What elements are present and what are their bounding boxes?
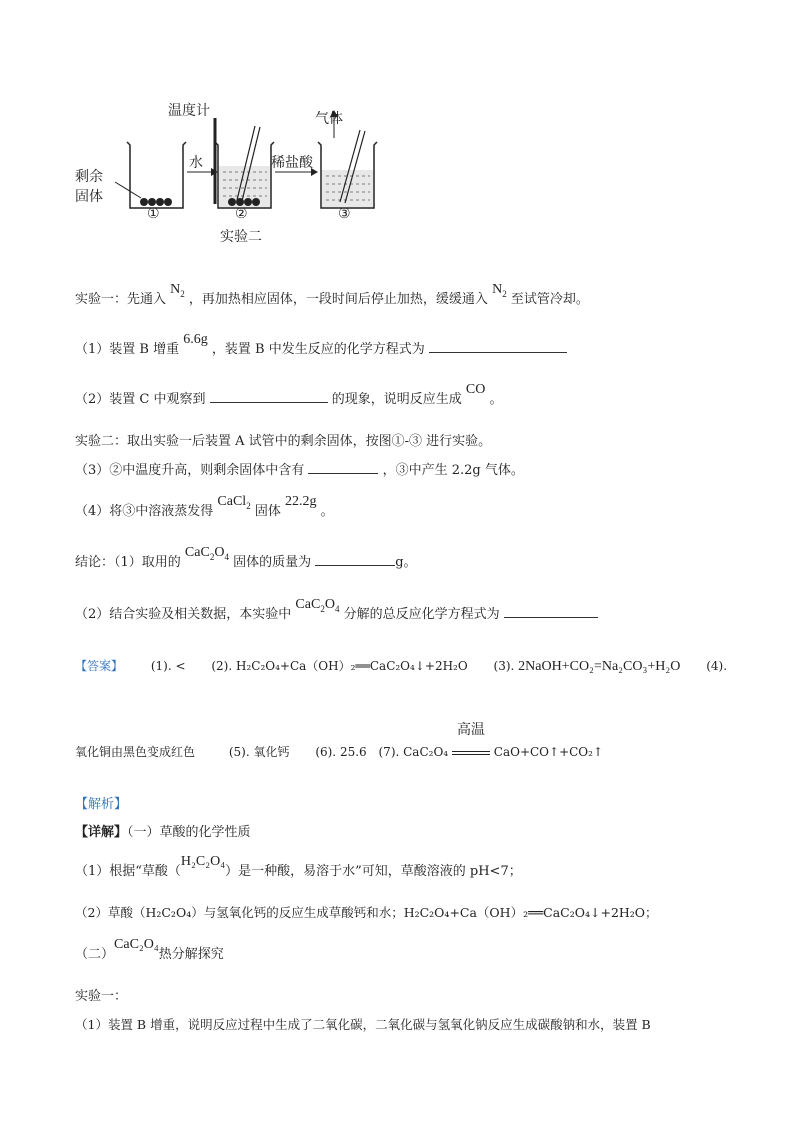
analysis-tag: 【解析】 [75,797,128,812]
conclusion1-text: 结论：（1）取用的 [75,555,181,570]
water-label: 水 [189,155,203,171]
answer-line-2 [75,722,760,762]
exp2-line: 实验二：取出实验一后装置 A 试管中的剩余固体，按图①-③ 进行实验。 [75,434,492,449]
analysis-p1 [75,854,760,882]
conclusion1-text-b: 固体的质量为 [233,555,312,570]
answer-3-label: (3). [493,659,515,673]
q2-line [75,382,760,410]
thermometer-label: 温度计 [168,103,210,119]
step-1-label: ① [147,206,160,222]
analysis-p5: （1）装置 B 增重，说明反应过程中生成了二氧化碳，二氧化碳与氢氧化钠反应生成碳酸钠和水，装置 B [75,1017,651,1032]
exp1-prefix: 实验一：先通入 [75,292,167,307]
detail-text: （一）草酸的化学性质 [127,825,251,840]
exp1-line [75,282,760,314]
high-temp-label: 高温 [456,722,485,738]
answer-1: (1). < [150,659,186,673]
answer-3-equation: 2NaOH+CO₂=Na₂CO₃+H₂O [518,659,681,674]
cacl2-formula: CaCl$_2$ [217,494,251,511]
conclusion1-answer-blank[interactable] [315,553,395,566]
residue-label-1: 剩余 [75,169,103,185]
answer-4-text: 氧化铜由黑色变成红色 [75,745,196,759]
answer-line-1 [75,656,760,677]
conclusion2-text-b: 分解的总反应化学方程式为 [343,607,500,622]
co-formula: CO [465,382,486,397]
equals-sign [452,751,490,755]
gas-label: 气体 [315,111,343,127]
cac2o4-formula-2: $CaC_2O_4$ [295,597,340,614]
high-temp-condition [452,722,490,762]
q1-answer-blank[interactable] [429,340,567,353]
q2-text: （2）装置 C 中观察到 [75,392,206,407]
answer-5: (5). 氧化钙 [228,745,290,759]
conclusion1-line [75,545,760,577]
cac2o4-formula: $CaC_2O_4$ [184,545,229,562]
conclusion2-line [75,597,760,629]
cac2o4-formula-3: CaC₂O₄ [114,937,159,952]
q4-end: 。 [320,504,334,519]
p3-text-b: 热分解探究 [158,947,224,962]
analysis-p3 [75,937,760,965]
answer-7-label: (7). CaC₂O₄ [378,745,449,759]
q3-answer-blank[interactable] [308,461,378,474]
figure-caption: 实验二 [220,229,262,245]
conclusion2-answer-blank[interactable] [504,605,598,618]
n2-formula-2: $N_2$ [492,282,507,299]
conclusion1-unit: g。 [395,555,417,570]
detail-line [75,823,760,843]
q1-mass: 6.6g [183,332,208,347]
conclusion2-text: （2）结合实验及相关数据，本实验中 [75,607,292,622]
q3-text: （3）②中温度升高，则剩余固体中含有 [75,463,305,478]
detail-tag: 【详解】 [75,825,128,840]
q1-line [75,332,760,360]
step-3-label: ③ [338,206,351,222]
p1-text: （1）根据“草酸（ [75,864,181,879]
residue-label-2: 固体 [75,189,103,205]
q2-end: 。 [489,392,503,407]
p1-text-b: ）是一种酸，易溶于水”可知，草酸溶液的 pH<7； [225,864,522,879]
answer-7-products: CaO+CO↑+CO₂↑ [493,745,604,759]
n2-formula: $N_2$ [170,282,185,299]
q4-text-b: 固体 [254,504,281,519]
answer-6: (6). 25.6 [315,745,367,759]
analysis-p2: （2）草酸（H₂C₂O₄）与氢氧化钙的反应生成草酸钙和水；H₂C₂O₄+Ca（OH）₂══CaC₂O₄↓+2H₂O； [75,905,658,920]
step-2-label: ② [235,206,248,222]
analysis-p4: 实验一： [75,989,128,1004]
q1-text: （1）装置 B 增重 [75,342,180,357]
h2c2o4-formula: H₂C₂O₄ [180,854,226,869]
exp1-suffix: 至试管冷却。 [510,292,589,307]
q1-text-b: ，装置 B 中发生反应的化学方程式为 [211,342,425,357]
q3-line [75,461,760,481]
q4-mass: 22.2g [285,494,317,509]
acid-label: 稀盐酸 [271,155,313,171]
q4-text: （4）将③中溶液蒸发得 [75,504,214,519]
q4-line [75,494,760,526]
q2-text-b: 的现象，说明反应生成 [331,392,462,407]
q2-answer-blank[interactable] [210,390,328,403]
answer-2: (2). H₂C₂O₄+Ca（OH）₂══CaC₂O₄↓+2H₂O [211,659,468,673]
answer-4-label: (4). [706,659,728,673]
p3-text: （二） [75,947,115,962]
experiment-figure [75,100,395,250]
exp1-mid: ，再加热相应固体，一段时间后停止加热，缓缓通入 [188,292,488,307]
q3-text-b: ，③中产生 2.2g 气体。 [382,463,524,478]
answer-tag: 【答案】 [75,659,124,673]
